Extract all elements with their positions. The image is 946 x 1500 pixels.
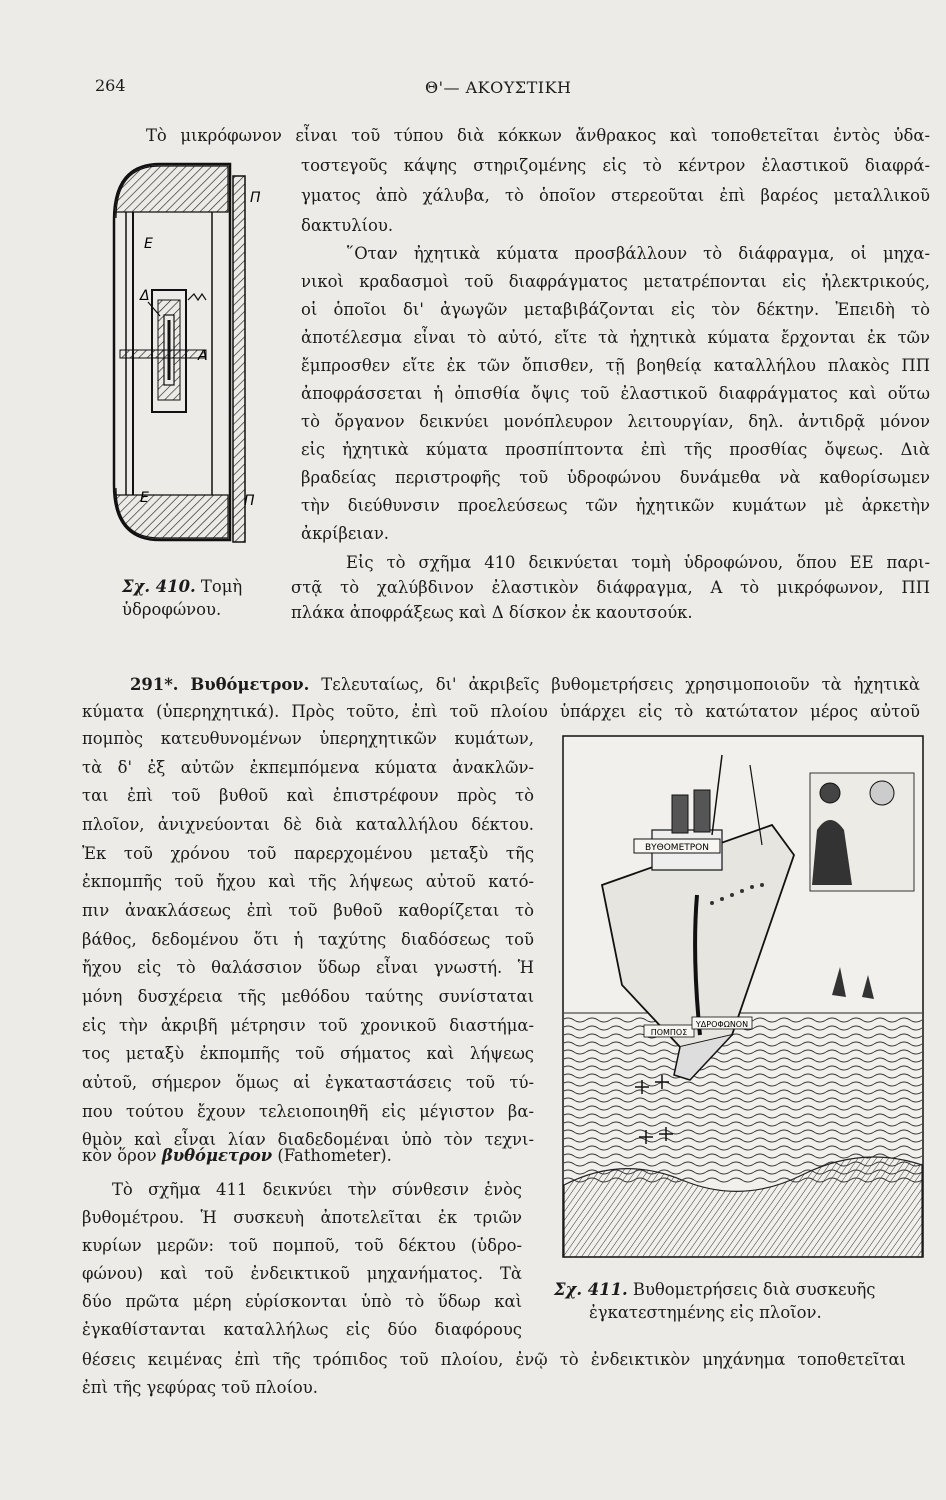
section291-col-line-11: εἰς τὴν ἀκριβῆ μέτρησιν τοῦ χρονικοῦ διαστήμα-	[82, 1016, 534, 1035]
section291-number: 291*.	[130, 675, 179, 694]
section291-title: Βυθόμετρον.	[190, 675, 310, 694]
page-number: 264	[95, 76, 126, 95]
term-bythometron: βυθόμετρον	[161, 1146, 273, 1165]
label-P-top: Π	[250, 190, 261, 206]
label-A: A	[198, 348, 208, 364]
fig411-caption-text: Βυθομετρήσεις διὰ συσκευῆς	[632, 1280, 876, 1299]
section291-col-line-13: αὐτοῦ, σήμερον ὅμως αἱ ἐγκαταστάσεις τοῦ τύ-	[82, 1073, 534, 1092]
label-E-top: E	[144, 236, 153, 252]
para2-line-7: τὸ ὄργανον δεικνύει μονόπλευρον λειτουργίαν, δηλ. ἀντιδρᾷ μόνον	[301, 412, 930, 431]
para2-line-6: ἀποφράσσεται ἡ ὀπισθία ὄψις τοῦ ἐλαστικοῦ διαφράγματος καὶ οὕτω	[301, 384, 930, 403]
fathometer-ship-illustration	[562, 735, 924, 1258]
para5-col-line-1: Τὸ σχῆμα 411 δεικνύει τὴν σύνθεσιν ἑνὸς	[112, 1180, 522, 1199]
section291-col-line-1: πομπὸς κατευθυνομένων ὑπερηχητικῶν κυμάτων,	[82, 729, 534, 748]
section291-col-line-9: ἤχου εἰς τὸ θαλάσσιον ὕδωρ εἶναι γνωστή. Ἡ	[82, 958, 534, 977]
para2-line-11: ἀκρίβειαν.	[301, 524, 390, 543]
para1-line-3: γματος ἀπὸ χάλυβα, τὸ ὁποῖον στερεοῦται ἐπὶ βαρέος μεταλλικοῦ	[301, 186, 930, 205]
section291-col-line-8: βάθος, δεδομένου ὅτι ἡ ταχύτης διαδόσεως τοῦ	[82, 930, 534, 949]
para2-line-1: ῞Οταν ἠχητικὰ κύματα προσβάλλουν τὸ διάφραγμα, οἱ μηχα-	[346, 244, 930, 263]
section291-col-line-6: ἐκπομπῆς τοῦ ἤχου καὶ τῆς λήψεως αὐτοῦ κατό-	[82, 872, 534, 891]
section291-col-line-10: μόνη δυσχέρεια τῆς μεθόδου ταύτης συνίσταται	[82, 987, 534, 1006]
para5-col-line-5: δύο πρῶτα μέρη εὑρίσκονται ὑπὸ τὸ ὕδωρ καὶ	[82, 1292, 522, 1311]
section291-col-line-2: τὰ δ' ἐξ αὐτῶν ἐκπεμπόμενα κύματα ἀνακλῶν-	[82, 758, 534, 777]
para2-line-8: εἰς ἠχητικὰ κύματα προσπίπτοντα ἐπὶ τῆς προσθίας ὄψεως. Διὰ	[301, 440, 930, 459]
para5-col-line-2: βυθομέτρου. Ἡ συσκευὴ ἀποτελεῖται ἐκ τριῶν	[82, 1208, 522, 1227]
para3-line-3: πλάκα ἀποφράξεως καὶ Δ δίσκον ἐκ καουτσούκ.	[291, 603, 693, 622]
fig410-caption-line-2: ὑδροφώνου.	[122, 600, 222, 619]
section291-line-2: κύματα (ὑπερηχητικά). Πρὸς τοῦτο, ἐπὶ τοῦ πλοίου ὑπάρχει εἰς τὸ κατώτατον μέρος αὐτοῦ	[82, 702, 920, 721]
section291-col-line-15: θμὸν καὶ εἶναι λίαν διαδεδομέναι ὑπὸ τὸν τεχνι-	[82, 1130, 534, 1149]
para2-line-9: βραδείας περιστροφῆς τοῦ ὑδροφώνου δυνάμεθα νὰ καθορίσωμεν	[301, 468, 930, 487]
para1-line-4: δακτυλίου.	[301, 216, 394, 235]
label-P-bottom: Π	[244, 493, 255, 509]
ship-sign-label: ΒΥΘΟΜΕΤΡΟΝ	[644, 843, 710, 853]
para5-full-line-2: ἐπὶ τῆς γεφύρας τοῦ πλοίου.	[82, 1378, 318, 1397]
para5-full-line-1: θέσεις κειμένας ἐπὶ τῆς τρόπιδος τοῦ πλοίου, ἐνῷ τὸ ἐνδεικτικὸν μηχάνημα τοποθετεῖται	[82, 1350, 906, 1369]
section291-col-line-14: που τούτου ἔχουν τελειοποιηθῆ εἰς μέγιστον βα-	[82, 1102, 534, 1121]
fig410-caption-line-1	[122, 577, 242, 597]
fig410-caption-label: Σχ. 410.	[122, 577, 196, 596]
section291-col-line-12: τος μεταξὺ ἐκπομπῆς τοῦ σήματος καὶ λήψεως	[82, 1044, 534, 1063]
section291-last-prefix: κὸν ὅρον	[82, 1146, 157, 1165]
section291-col-line-5: Ἐκ τοῦ χρόνου τοῦ παρερχομένου μεταξὺ τῆς	[82, 844, 534, 863]
section291-line-1-text: Τελευταίως, δι' ἀκριβεῖς βυθομετρήσεις χρησιμοποιοῦν τὰ ἠχητικὰ	[321, 675, 920, 694]
para5-col-line-4: φώνου) καὶ τοῦ ἐνδεικτικοῦ μηχανήματος. Τὰ	[82, 1264, 522, 1283]
section291-last-line	[82, 1146, 392, 1166]
fig411-caption-line-1	[554, 1280, 875, 1300]
fig411-caption-label: Σχ. 411.	[554, 1280, 628, 1299]
para5-col-line-6: ἐγκαθίστανται καταλλήλως εἰς δύο διαφόρους	[82, 1320, 522, 1339]
fig410-caption-text: Τομὴ	[200, 577, 243, 596]
para2-line-3: οἱ ὁποῖοι δι' ἀγωγῶν μεταβιβάζονται εἰς τὸν δέκτην. Ἐπειδὴ τὸ	[301, 300, 930, 319]
para1-line-2: τοστεγοῦς κάψης στηριζομένης εἰς τὸ κέντρον ἐλαστικοῦ διαφρά-	[301, 156, 930, 175]
para2-line-5: ἔμπροσθεν εἴτε ἐκ τῶν ὄπισθεν, τῇ βοηθείᾳ καταλλήλου πλακὸς ΠΠ	[301, 356, 930, 375]
section291-line-1	[130, 675, 920, 695]
section291-col-line-7: πιν ἀνακλάσεως ἐπὶ τοῦ βυθοῦ καθορίζεται τὸ	[82, 901, 534, 920]
para3-line-1: Εἰς τὸ σχῆμα 410 δεικνύεται τομὴ ὑδροφώνου, ὅπου ΕΕ παρι-	[346, 553, 930, 572]
section291-col-line-4: πλοῖον, ἀνιχνεύονται δὲ διὰ καταλλήλου δέκτου.	[82, 815, 534, 834]
para3-line-2: στᾷ τὸ χαλύβδινον ἐλαστικὸν διάφραγμα, Α τὸ μικρόφωνον, ΠΠ	[291, 578, 930, 597]
label-E-bottom: E	[140, 490, 149, 506]
para1-line-1: Τὸ μικρόφωνον εἶναι τοῦ τύπου διὰ κόκκων ἄνθρακος καὶ τοποθετεῖται ἐντὸς ὑδα-	[146, 126, 930, 145]
section291-col-line-3: ται ἐπὶ τοῦ βυθοῦ καὶ ἐπιστρέφουν πρὸς τὸ	[82, 786, 534, 805]
transmitter-label: ΠΟΜΠΟΣ	[650, 1028, 688, 1037]
running-head: Θ'— ΑΚΟΥΣΤΙΚΗ	[425, 78, 572, 97]
hydrophone-label: ΥΔΡΟΦΩΝΟΝ	[695, 1020, 749, 1029]
fig411-caption-line-2: ἐγκατεστημένης εἰς πλοῖον.	[589, 1303, 822, 1322]
para5-col-line-3: κυρίων μερῶν: τοῦ πομποῦ, τοῦ δέκτου (ὑδρο-	[82, 1236, 522, 1255]
para2-line-2: νικοὶ κραδασμοὶ τοῦ διαφράγματος μετατρέπονται εἰς ἠλεκτρικούς,	[301, 272, 930, 291]
label-D: Δ	[140, 288, 150, 304]
hydrophone-cross-section-figure	[100, 150, 270, 560]
section291-last-suffix: (Fathometer).	[277, 1146, 392, 1165]
para2-line-4: ἀποτέλεσμα εἶναι τὸ αὐτό, εἴτε τὰ ἠχητικὰ κύματα ἔρχονται ἐκ τῶν	[301, 328, 930, 347]
para2-line-10: τὴν διεύθυνσιν προελεύσεως τῶν ἠχητικῶν κυμάτων μὲ ἀρκετὴν	[301, 496, 930, 515]
